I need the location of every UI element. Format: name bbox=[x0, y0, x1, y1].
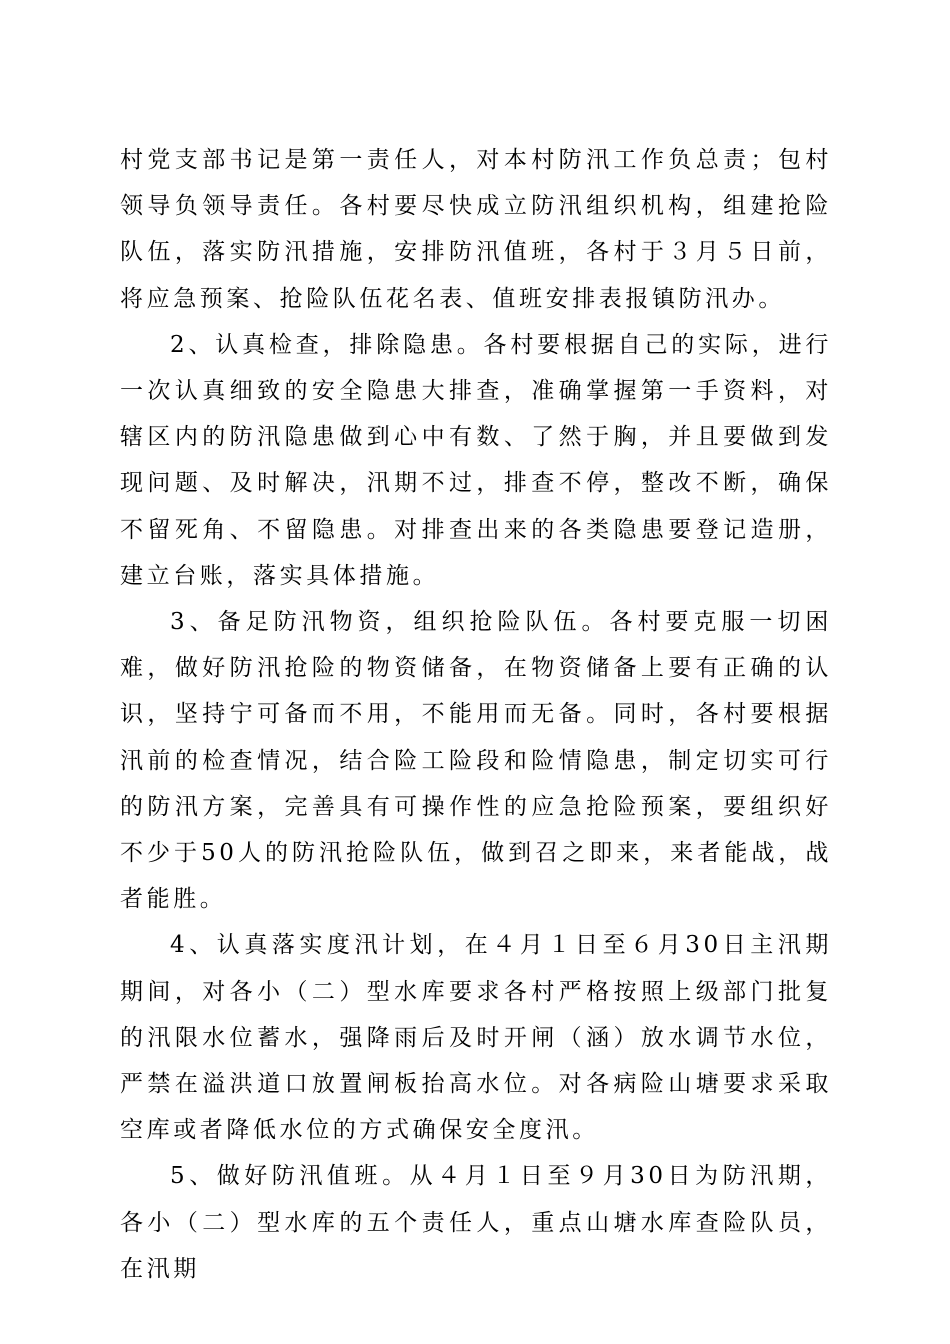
paragraph-2: 2、认真检查，排除隐患。各村要根据自己的实际，进行一次认真细致的安全隐患大排查，准确掌握第一手资料，对辖区内的防汛隐患做到心中有数、了然于胸，并且要做到发现问题、及时解决，汛期不过，排查不停，整改不断，确保不留死角、不留隐患。对排查出来的各类隐患要登记造册，建立台账，落实具体措施。 bbox=[120, 331, 832, 589]
paragraph-4: 4、认真落实度汛计划，在４月１日至６月30日主汛期期间，对各小（二）型水库要求各村严格按照上级部门批复的汛限水位蓄水，强降雨后及时开闸（涵）放水调节水位，严禁在溢洪道口放置闸板抬高水位。对各病险山塘要求采取空库或者降低水位的方式确保安全度汛。 bbox=[120, 932, 832, 1144]
document-body bbox=[120, 137, 832, 1292]
paragraph-1-continued: 村党支部书记是第一责任人，对本村防汛工作负总责；包村领导负领导责任。各村要尽快成立防汛组织机构，组建抢险队伍，落实防汛措施，安排防汛值班，各村于３月５日前，将应急预案、抢险队伍花名表、值班安排表报镇防汛办。 bbox=[120, 147, 832, 312]
paragraph-5: 5、做好防汛值班。从４月１日至９月30日为防汛期，各小（二）型水库的五个责任人，重点山塘水库查险队员，在汛期 bbox=[120, 1163, 832, 1282]
paragraph-3: 3、备足防汛物资，组织抢险队伍。各村要克服一切困难，做好防汛抢险的物资储备，在物资储备上要有正确的认识，坚持宁可备而不用，不能用而无备。同时，各村要根据汛前的检查情况，结合险工险段和险情隐患，制定切实可行的防汛方案，完善具有可操作性的应急抢险预案，要组织好不少于50人的防汛抢险队伍，做到召之即来，来者能战，战者能胜。 bbox=[120, 609, 832, 913]
